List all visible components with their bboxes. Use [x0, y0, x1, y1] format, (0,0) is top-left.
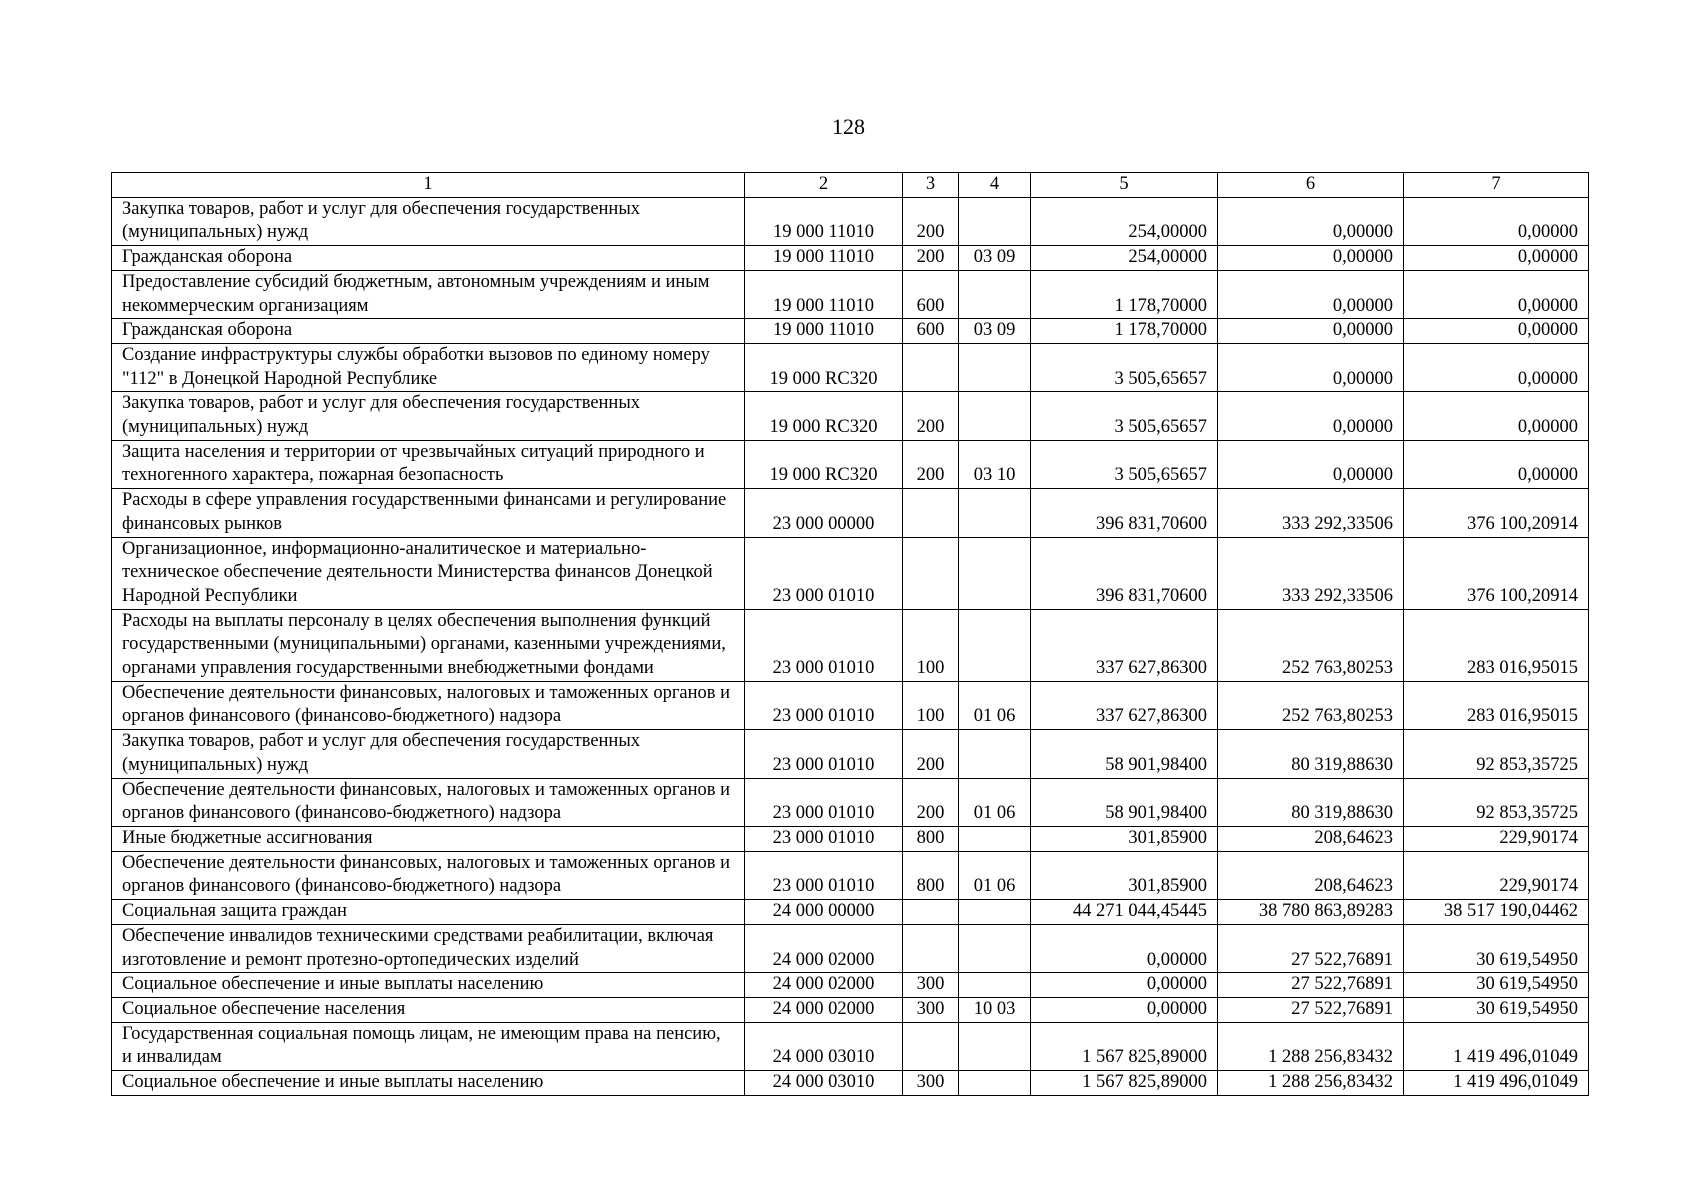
item-name-cell: Закупка товаров, работ и услуг для обеспечения государственных (муниципальных) нужд: [112, 392, 745, 440]
table-row: [112, 681, 1589, 729]
amount-col7-cell: 229,90174: [1404, 826, 1589, 851]
item-name-cell: Социальное обеспечение населения: [112, 997, 745, 1022]
item-name-cell: Социальное обеспечение и иные выплаты населению: [112, 973, 745, 998]
amount-col6-cell: 80 319,88630: [1218, 730, 1404, 778]
expense-type-cell: 200: [903, 197, 959, 245]
amount-col5-cell: 0,00000: [1031, 973, 1218, 998]
table-row: [112, 997, 1589, 1022]
item-name-cell: Обеспечение деятельности финансовых, налоговых и таможенных органов и органов финансового (финансово-бюджетного) надзора: [112, 851, 745, 899]
section-cell: 01 06: [959, 681, 1031, 729]
expense-type-cell: 100: [903, 681, 959, 729]
amount-col6-cell: 0,00000: [1218, 270, 1404, 318]
amount-col6-cell: 0,00000: [1218, 392, 1404, 440]
table-row: [112, 270, 1589, 318]
section-cell: [959, 343, 1031, 391]
target-code-cell: 24 000 03010: [745, 1071, 903, 1096]
expense-type-cell: 300: [903, 1071, 959, 1096]
amount-col7-cell: 0,00000: [1404, 246, 1589, 271]
amount-col6-cell: 208,64623: [1218, 851, 1404, 899]
amount-col5-cell: 254,00000: [1031, 246, 1218, 271]
section-cell: 03 09: [959, 319, 1031, 344]
amount-col5-cell: 254,00000: [1031, 197, 1218, 245]
target-code-cell: 19 000 11010: [745, 319, 903, 344]
item-name-cell: Организационное, информационно-аналитическое и материально-техническое обеспечение деятельности Министерства финансов Донецкой Народной Республики: [112, 537, 745, 609]
table-row: [112, 609, 1589, 681]
column-header: 4: [959, 173, 1031, 198]
amount-col7-cell: 92 853,35725: [1404, 778, 1589, 826]
amount-col7-cell: 1 419 496,01049: [1404, 1071, 1589, 1096]
table-row: [112, 851, 1589, 899]
section-cell: 01 06: [959, 851, 1031, 899]
section-cell: [959, 1022, 1031, 1070]
item-name-cell: Обеспечение деятельности финансовых, налоговых и таможенных органов и органов финансового (финансово-бюджетного) надзора: [112, 778, 745, 826]
amount-col5-cell: 0,00000: [1031, 997, 1218, 1022]
amount-col5-cell: 58 901,98400: [1031, 730, 1218, 778]
amount-col6-cell: 252 763,80253: [1218, 681, 1404, 729]
expense-type-cell: 800: [903, 851, 959, 899]
amount-col5-cell: 1 178,70000: [1031, 319, 1218, 344]
section-cell: 10 03: [959, 997, 1031, 1022]
amount-col5-cell: 301,85900: [1031, 826, 1218, 851]
table-row: [112, 1071, 1589, 1096]
column-header: 5: [1031, 173, 1218, 198]
amount-col7-cell: 229,90174: [1404, 851, 1589, 899]
table-row: [112, 246, 1589, 271]
amount-col7-cell: 0,00000: [1404, 197, 1589, 245]
item-name-cell: Обеспечение инвалидов техническими средствами реабилитации, включая изготовление и ремонт протезно-ортопедических изделий: [112, 924, 745, 972]
column-header: 2: [745, 173, 903, 198]
amount-col6-cell: 27 522,76891: [1218, 997, 1404, 1022]
table-row: [112, 973, 1589, 998]
table-row: [112, 197, 1589, 245]
target-code-cell: 23 000 01010: [745, 851, 903, 899]
expense-type-cell: 200: [903, 778, 959, 826]
amount-col7-cell: 92 853,35725: [1404, 730, 1589, 778]
expense-type-cell: [903, 537, 959, 609]
table-row: [112, 343, 1589, 391]
target-code-cell: 24 000 02000: [745, 997, 903, 1022]
amount-col7-cell: 38 517 190,04462: [1404, 900, 1589, 925]
amount-col5-cell: 301,85900: [1031, 851, 1218, 899]
budget-table: [111, 172, 1589, 1096]
section-cell: 03 10: [959, 440, 1031, 488]
column-header: 3: [903, 173, 959, 198]
table-row: [112, 1022, 1589, 1070]
amount-col7-cell: 30 619,54950: [1404, 924, 1589, 972]
expense-type-cell: 200: [903, 246, 959, 271]
table-row: [112, 924, 1589, 972]
amount-col6-cell: 80 319,88630: [1218, 778, 1404, 826]
target-code-cell: 24 000 03010: [745, 1022, 903, 1070]
amount-col5-cell: 396 831,70600: [1031, 489, 1218, 537]
expense-type-cell: 600: [903, 270, 959, 318]
expense-type-cell: 100: [903, 609, 959, 681]
expense-type-cell: [903, 1022, 959, 1070]
item-name-cell: Закупка товаров, работ и услуг для обеспечения государственных (муниципальных) нужд: [112, 197, 745, 245]
amount-col7-cell: 283 016,95015: [1404, 681, 1589, 729]
target-code-cell: 19 000 11010: [745, 270, 903, 318]
target-code-cell: 19 000 RC320: [745, 343, 903, 391]
amount-col6-cell: 333 292,33506: [1218, 537, 1404, 609]
amount-col7-cell: 376 100,20914: [1404, 537, 1589, 609]
target-code-cell: 24 000 02000: [745, 973, 903, 998]
column-header-row: [112, 173, 1589, 198]
amount-col7-cell: 0,00000: [1404, 440, 1589, 488]
amount-col6-cell: 38 780 863,89283: [1218, 900, 1404, 925]
expense-type-cell: 200: [903, 730, 959, 778]
section-cell: [959, 1071, 1031, 1096]
table-row: [112, 392, 1589, 440]
expense-type-cell: 600: [903, 319, 959, 344]
table-row: [112, 537, 1589, 609]
section-cell: [959, 270, 1031, 318]
amount-col5-cell: 1 178,70000: [1031, 270, 1218, 318]
expense-type-cell: 800: [903, 826, 959, 851]
section-cell: [959, 730, 1031, 778]
item-name-cell: Социальное обеспечение и иные выплаты населению: [112, 1071, 745, 1096]
amount-col5-cell: 1 567 825,89000: [1031, 1022, 1218, 1070]
section-cell: [959, 900, 1031, 925]
item-name-cell: Предоставление субсидий бюджетным, автономным учреждениям и иным некоммерческим организациям: [112, 270, 745, 318]
amount-col5-cell: 44 271 044,45445: [1031, 900, 1218, 925]
amount-col5-cell: 0,00000: [1031, 924, 1218, 972]
section-cell: [959, 924, 1031, 972]
amount-col6-cell: 208,64623: [1218, 826, 1404, 851]
amount-col7-cell: 0,00000: [1404, 319, 1589, 344]
section-cell: [959, 973, 1031, 998]
item-name-cell: Гражданская оборона: [112, 319, 745, 344]
column-header: 7: [1404, 173, 1589, 198]
amount-col6-cell: 0,00000: [1218, 319, 1404, 344]
expense-type-cell: [903, 489, 959, 537]
item-name-cell: Расходы на выплаты персоналу в целях обеспечения выполнения функций государственными (муниципальными) органами, казенными учреждениями, органами управления государственными внебюджетными фондами: [112, 609, 745, 681]
target-code-cell: 23 000 01010: [745, 826, 903, 851]
section-cell: 01 06: [959, 778, 1031, 826]
expense-type-cell: 200: [903, 392, 959, 440]
table-row: [112, 319, 1589, 344]
expense-type-cell: 200: [903, 440, 959, 488]
amount-col7-cell: 283 016,95015: [1404, 609, 1589, 681]
amount-col6-cell: 1 288 256,83432: [1218, 1022, 1404, 1070]
item-name-cell: Защита населения и территории от чрезвычайных ситуаций природного и техногенного характера, пожарная безопасность: [112, 440, 745, 488]
target-code-cell: 23 000 00000: [745, 489, 903, 537]
target-code-cell: 24 000 02000: [745, 924, 903, 972]
amount-col6-cell: 0,00000: [1218, 343, 1404, 391]
section-cell: [959, 489, 1031, 537]
item-name-cell: Расходы в сфере управления государственными финансами и регулирование финансовых рынков: [112, 489, 745, 537]
amount-col7-cell: 1 419 496,01049: [1404, 1022, 1589, 1070]
target-code-cell: 19 000 RC320: [745, 440, 903, 488]
amount-col5-cell: 58 901,98400: [1031, 778, 1218, 826]
table-row: [112, 826, 1589, 851]
amount-col7-cell: 0,00000: [1404, 343, 1589, 391]
section-cell: 03 09: [959, 246, 1031, 271]
target-code-cell: 19 000 11010: [745, 246, 903, 271]
amount-col7-cell: 376 100,20914: [1404, 489, 1589, 537]
amount-col7-cell: 0,00000: [1404, 270, 1589, 318]
expense-type-cell: 300: [903, 973, 959, 998]
amount-col7-cell: 30 619,54950: [1404, 973, 1589, 998]
section-cell: [959, 609, 1031, 681]
target-code-cell: 23 000 01010: [745, 609, 903, 681]
amount-col5-cell: 3 505,65657: [1031, 343, 1218, 391]
table-body: [112, 197, 1589, 1095]
expense-type-cell: [903, 900, 959, 925]
table-row: [112, 900, 1589, 925]
section-cell: [959, 826, 1031, 851]
amount-col6-cell: 27 522,76891: [1218, 973, 1404, 998]
column-header: 6: [1218, 173, 1404, 198]
expense-type-cell: [903, 343, 959, 391]
table-row: [112, 730, 1589, 778]
expense-type-cell: 300: [903, 997, 959, 1022]
item-name-cell: Гражданская оборона: [112, 246, 745, 271]
target-code-cell: 19 000 RC320: [745, 392, 903, 440]
amount-col6-cell: 1 288 256,83432: [1218, 1071, 1404, 1096]
amount-col5-cell: 337 627,86300: [1031, 609, 1218, 681]
item-name-cell: Социальная защита граждан: [112, 900, 745, 925]
page-number: 128: [832, 114, 865, 139]
section-cell: [959, 537, 1031, 609]
amount-col6-cell: 0,00000: [1218, 197, 1404, 245]
amount-col6-cell: 333 292,33506: [1218, 489, 1404, 537]
amount-col6-cell: 0,00000: [1218, 246, 1404, 271]
item-name-cell: Создание инфраструктуры службы обработки вызовов по единому номеру "112" в Донецкой Народной Республике: [112, 343, 745, 391]
target-code-cell: 23 000 01010: [745, 681, 903, 729]
target-code-cell: 23 000 01010: [745, 537, 903, 609]
target-code-cell: 24 000 00000: [745, 900, 903, 925]
section-cell: [959, 197, 1031, 245]
amount-col6-cell: 27 522,76891: [1218, 924, 1404, 972]
table-row: [112, 440, 1589, 488]
target-code-cell: 23 000 01010: [745, 778, 903, 826]
amount-col5-cell: 396 831,70600: [1031, 537, 1218, 609]
item-name-cell: Иные бюджетные ассигнования: [112, 826, 745, 851]
amount-col6-cell: 252 763,80253: [1218, 609, 1404, 681]
target-code-cell: 23 000 01010: [745, 730, 903, 778]
item-name-cell: Обеспечение деятельности финансовых, налоговых и таможенных органов и органов финансового (финансово-бюджетного) надзора: [112, 681, 745, 729]
amount-col5-cell: 3 505,65657: [1031, 440, 1218, 488]
amount-col6-cell: 0,00000: [1218, 440, 1404, 488]
item-name-cell: Закупка товаров, работ и услуг для обеспечения государственных (муниципальных) нужд: [112, 730, 745, 778]
target-code-cell: 19 000 11010: [745, 197, 903, 245]
item-name-cell: Государственная социальная помощь лицам, не имеющим права на пенсию, и инвалидам: [112, 1022, 745, 1070]
amount-col5-cell: 3 505,65657: [1031, 392, 1218, 440]
section-cell: [959, 392, 1031, 440]
amount-col5-cell: 1 567 825,89000: [1031, 1071, 1218, 1096]
amount-col7-cell: 30 619,54950: [1404, 997, 1589, 1022]
amount-col7-cell: 0,00000: [1404, 392, 1589, 440]
table-row: [112, 489, 1589, 537]
amount-col5-cell: 337 627,86300: [1031, 681, 1218, 729]
column-header: 1: [112, 173, 745, 198]
expense-type-cell: [903, 924, 959, 972]
table-row: [112, 778, 1589, 826]
